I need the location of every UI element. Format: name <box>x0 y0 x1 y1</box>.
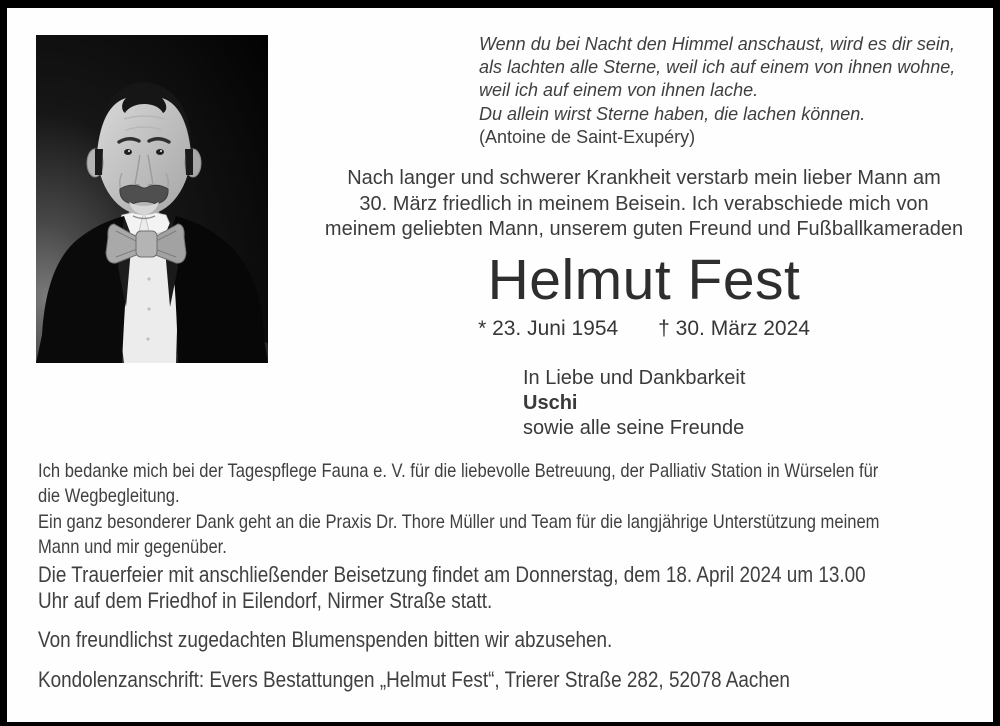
quote-line: weil ich auf einem von ihnen lache. <box>479 80 759 101</box>
death-announcement <box>284 166 1000 243</box>
funeral-info <box>38 562 866 614</box>
thanks-line: Ein ganz besonderer Dank geht an die Praxis Dr. Thore Müller und Team für die langjährige Unterstützung meinem <box>38 510 880 533</box>
memorial-quote <box>479 33 955 149</box>
condolence-address: Kondolenzanschrift: Evers Bestattungen „Helmut Fest“, Trierer Straße 282, 52078 Aachen <box>38 667 790 692</box>
announcement-line: 30. März friedlich in meinem Beisein. Ich verabschiede mich von <box>359 192 929 215</box>
funeral-line: Die Trauerfeier mit anschließender Beisetzung findet am Donnerstag, dem 18. April 2024 um 13.00 <box>38 562 866 587</box>
thanks-line: Mann und mir gegenüber. <box>38 535 227 558</box>
deceased-name: Helmut Fest <box>487 248 801 312</box>
quote-line: als lachten alle Sterne, weil ich auf einem von ihnen wohne, <box>479 57 956 78</box>
thanks-line: Ich bedanke mich bei der Tagespflege Fauna e. V. für die liebevolle Betreuung, der Palliativ Station in Würselen für <box>38 460 879 482</box>
birth-date: * 23. Juni 1954 <box>478 317 619 340</box>
portrait-photo <box>36 35 268 363</box>
death-date: † 30. März 2024 <box>658 317 810 340</box>
life-dates <box>284 317 1000 341</box>
portrait-photo-graphic <box>36 35 268 363</box>
mourners-line: In Liebe und Dankbarkeit <box>523 367 746 389</box>
announcement-line: Nach langer und schwerer Krankheit verstarb mein lieber Mann am <box>347 167 941 189</box>
quote-line: Du allein wirst Sterne haben, die lachen können. <box>479 103 866 124</box>
announcement-line: meinem geliebten Mann, unserem guten Freund und Fußballkameraden <box>324 218 964 240</box>
mourners-line: sowie alle seine Freunde <box>523 417 745 440</box>
thanks-paragraph <box>38 459 880 560</box>
flowers-note: Von freundlichst zugedachten Blumenspenden bitten wir abzusehen. <box>38 627 613 652</box>
mourners-block <box>523 366 745 442</box>
quote-attribution: (Antoine de Saint-Exupéry) <box>479 126 696 147</box>
quote-line: Wenn du bei Nacht den Himmel anschaust, wird es dir sein, <box>479 34 955 54</box>
funeral-line: Uhr auf dem Friedhof in Eilendorf, Nirmer Straße statt. <box>38 588 493 613</box>
thanks-line: die Wegbegleitung. <box>38 485 180 508</box>
mourner-name: Uschi <box>523 392 578 415</box>
notice-paper <box>7 8 993 722</box>
